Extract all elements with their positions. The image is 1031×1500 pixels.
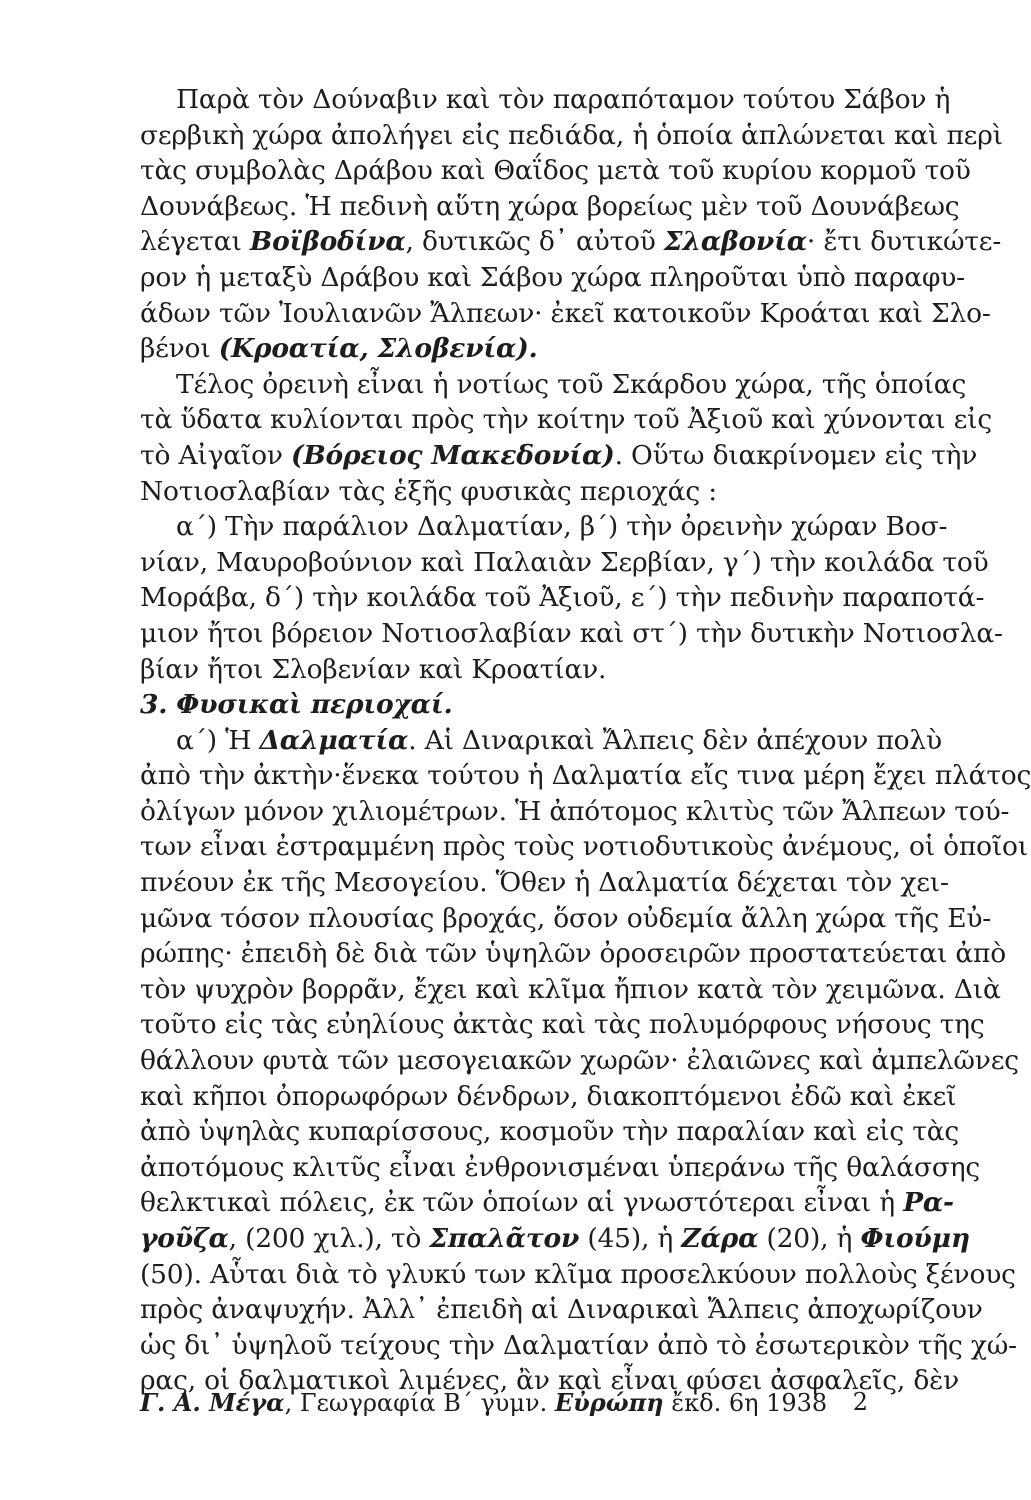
text-segment: Νοτιοσλαβίαν τὰς ἑξῆς φυσικὰς περιοχάς : — [140, 475, 717, 507]
footer-book: Εὐρώπη — [554, 1388, 664, 1417]
text-line — [140, 474, 868, 510]
text-line — [140, 865, 949, 901]
footer-edition: ἔκδ. 6η 1938 — [663, 1389, 828, 1417]
text-segment: , δυτικῶς δ᾿ αὐτοῦ — [405, 226, 664, 258]
text-line — [140, 1007, 985, 1043]
text-segment: τοῦτο εἰς τὰς εὐηλίους ἀκτὰς καὶ τὰς πολυμόρφους νήσους της — [140, 1009, 985, 1041]
text-segment: βένοι — [140, 333, 219, 365]
page-number: 2 — [852, 1388, 868, 1416]
text-segment: α΄) Τὴν παράλιον Δαλματίαν, β΄) τὴν ὀρεινὴν χώραν Βοσ- — [176, 511, 948, 543]
text-segment: άδων τῶν Ἰουλιανῶν Ἄλπεων· ἐκεῖ κατοικοῦν Κροάται καὶ Σλο- — [140, 297, 991, 329]
text-segment: . Αἱ Διναρικαὶ Ἄλπεις δὲν ἀπέχουν πολὺ — [408, 724, 942, 756]
text-line — [140, 545, 989, 581]
text-line — [140, 1114, 960, 1150]
emphasized-text: Σλαβονία — [663, 226, 807, 258]
text-line — [140, 82, 951, 118]
emphasized-text: Ζάρα — [681, 1223, 759, 1254]
text-segment: Δουνάβεως. Ἡ πεδινὴ αὕτη χώρα βορείως μὲν τοῦ Δουνάβεως — [140, 190, 960, 222]
text-segment: ρώπης· ἐπειδὴ δὲ διὰ τῶν ὑψηλῶν ὀροσειρῶν προστατεύεται ἀπὸ — [140, 938, 1007, 970]
text-line — [140, 509, 948, 545]
text-segment: μιον ἤτοι βόρειον Νοτιοσλαβίαν καὶ στ΄) τὴν δυτικὴν Νοτιοσλα- — [140, 617, 1003, 649]
text-segment: νίαν, Μαυροβούνιον καὶ Παλαιὰν Σερβίαν, γ΄) τὴν κοιλάδα τοῦ — [140, 546, 989, 578]
text-segment: ρας, οἱ δαλματικοὶ λιμένες, ἂν καὶ εἶναι φύσει ἀσφαλεῖς, δὲν — [140, 1365, 959, 1397]
text-segment: . Οὕτω διακρίνομεν εἰς τὴν — [614, 439, 978, 471]
text-line — [140, 723, 942, 759]
text-line — [140, 189, 960, 225]
text-segment: τὰς συμβολὰς Δράβου καὶ Θαΐδος μετὰ τοῦ κυρίου κορμοῦ τοῦ — [140, 155, 971, 187]
text-segment: καὶ κῆποι ὀπορωφόρων δένδρων, διακοπτόμενοι ἐδῶ καὶ ἐκεῖ — [140, 1080, 957, 1112]
text-segment: τὸν ψυχρὸν βορρᾶν, ἔχει καὶ κλῖμα ἤπιον κατὰ τὸν χειμῶνα. Διὰ — [140, 973, 1001, 1005]
text-segment: λέγεται — [140, 226, 250, 258]
text-line — [140, 260, 965, 296]
text-line — [140, 402, 992, 438]
text-segment: θελκτικαὶ πόλεις, ἐκ τῶν ὁποίων αἱ γνωστότεραι εἶναι ἡ — [140, 1187, 904, 1219]
text-line — [140, 1292, 983, 1328]
emphasized-text: Βοϊβοδίνα — [249, 226, 406, 258]
text-line — [140, 794, 1010, 830]
emphasized-text: γοῦζα — [140, 1223, 229, 1254]
text-line — [140, 972, 1001, 1008]
text-segment: α΄) Ἡ — [176, 724, 260, 756]
text-segment: (45), ἡ — [579, 1223, 682, 1254]
text-line — [140, 1221, 970, 1257]
text-line — [140, 580, 985, 616]
text-line — [140, 331, 868, 367]
text-line — [140, 687, 868, 723]
text-segment: Τέλος ὀρεινὴ εἶναι ἡ νοτίως τοῦ Σκάρδου χώρα, τῆς ὁποίας — [176, 368, 967, 400]
text-segment: ἀπὸ τὴν ἀκτὴν·ἕνεκα τούτου ἡ Δαλματία εἴς τινα μέρη ἔχει πλάτος — [140, 760, 1031, 792]
text-line — [140, 438, 978, 474]
emphasized-text: Σπαλᾶτον — [429, 1223, 580, 1254]
text-segment: Παρὰ τὸν Δούναβιν καὶ τὸν παραπόταμον τούτου Σάβον ἡ — [176, 84, 951, 115]
text-line — [140, 296, 991, 332]
emphasized-text: Ρα- — [903, 1187, 954, 1219]
text-segment: θάλλουν φυτὰ τῶν μεσογειακῶν χωρῶν· ἐλαιῶνες καὶ ἀμπελῶνες — [140, 1045, 1019, 1077]
text-segment: ἀπὸ ὑψηλὰς κυπαρίσσους, κοσμοῦν τὴν παραλίαν καὶ εἰς τὰς — [140, 1116, 960, 1148]
text-segment: μῶνα τόσον πλουσίας βροχάς, ὅσον οὐδεμία ἄλλη χώρα τῆς Εὐ- — [140, 902, 992, 934]
text-segment: πνέουν ἐκ τῆς Μεσογείου. Ὅθεν ἡ Δαλματία δέχεται τὸν χει- — [140, 867, 949, 899]
text-segment: βίαν ἤτοι Σλοβενίαν καὶ Κροατίαν. — [140, 653, 607, 685]
text-segment: τὸ Αἰγαῖον — [140, 439, 291, 471]
text-segment: ρον ἡ μεταξὺ Δράβου καὶ Σάβου χώρα πληροῦται ὑπὸ παραφυ- — [140, 261, 965, 293]
text-line — [140, 616, 1003, 652]
text-line — [140, 829, 1028, 865]
emphasized-text: (Βόρειος Μακεδονία) — [290, 439, 615, 471]
text-line — [140, 1079, 957, 1115]
text-line — [140, 652, 868, 688]
page-footer — [140, 1388, 868, 1417]
text-line — [140, 758, 1031, 794]
text-segment: τὰ ὕδατα κυλίονται πρὸς τὴν κοίτην τοῦ Ἀξιοῦ καὶ χύνονται εἰς — [140, 404, 992, 436]
text-segment: πρὸς ἀναψυχήν. Ἀλλ᾿ ἐπειδὴ αἱ Διναρικαὶ Ἄλπεις ἀποχωρίζουν — [140, 1294, 983, 1326]
text-line — [140, 1150, 981, 1186]
text-line — [140, 367, 967, 403]
text-segment: ἀποτόμους κλιτῦς εἶναι ἐνθρονισμέναι ὑπεράνω τῆς θαλάσσης — [140, 1151, 981, 1183]
text-line — [140, 1257, 1016, 1293]
text-line — [140, 224, 1002, 260]
footer-title: , Γεωγραφία Β΄ γυμν. — [284, 1389, 555, 1417]
body-text — [140, 82, 1031, 1399]
emphasized-text: (Κροατία, Σλοβενία). — [218, 333, 538, 365]
text-segment: ὡς δι᾿ ὑψηλοῦ τείχους τὴν Δαλματίαν ἀπὸ τὸ ἐσωτερικὸν τῆς χώ- — [140, 1329, 1017, 1361]
text-segment: Μοράβα, δ΄) τὴν κοιλάδα τοῦ Ἀξιοῦ, ε΄) τὴν πεδινὴν παραποτά- — [140, 582, 985, 614]
footer-author: Γ. Α. Μέγα — [140, 1388, 285, 1417]
emphasized-text: Δαλματία — [259, 724, 409, 756]
text-segment: (50). Αὗται διὰ τὸ γλυκύ των κλῖμα προσελκύουν πολλοὺς ξένους — [140, 1258, 1016, 1290]
emphasized-text: Φιούμη — [860, 1223, 970, 1254]
text-segment: των εἶναι ἐστραμμένη πρὸς τοὺς νοτιοδυτικοὺς ἀνέμους, οἱ ὁποῖοι — [140, 831, 1028, 863]
text-line — [140, 118, 1003, 154]
text-line — [140, 1328, 1017, 1364]
text-segment: (20), ἡ — [758, 1223, 861, 1254]
footer-citation — [140, 1388, 827, 1417]
text-line — [140, 1185, 954, 1221]
text-segment: σερβικὴ χώρα ἀπολήγει εἰς πεδιάδα, ἡ ὁποία ἁπλώνεται καὶ περὶ — [140, 119, 1003, 151]
text-line — [140, 153, 971, 189]
text-segment: ὀλίγων μόνον χιλιομέτρων. Ἡ ἀπότομος κλιτὺς τῶν Ἄλπεων τού- — [140, 795, 1010, 827]
text-line — [140, 1043, 1019, 1079]
text-line — [140, 901, 992, 937]
text-segment: · ἔτι δυτικώτε- — [806, 226, 1002, 258]
text-line — [140, 936, 1007, 972]
emphasized-text: 3. Φυσικαὶ περιοχαί. — [140, 689, 453, 721]
text-segment: , (200 χιλ.), τὸ — [228, 1223, 430, 1254]
